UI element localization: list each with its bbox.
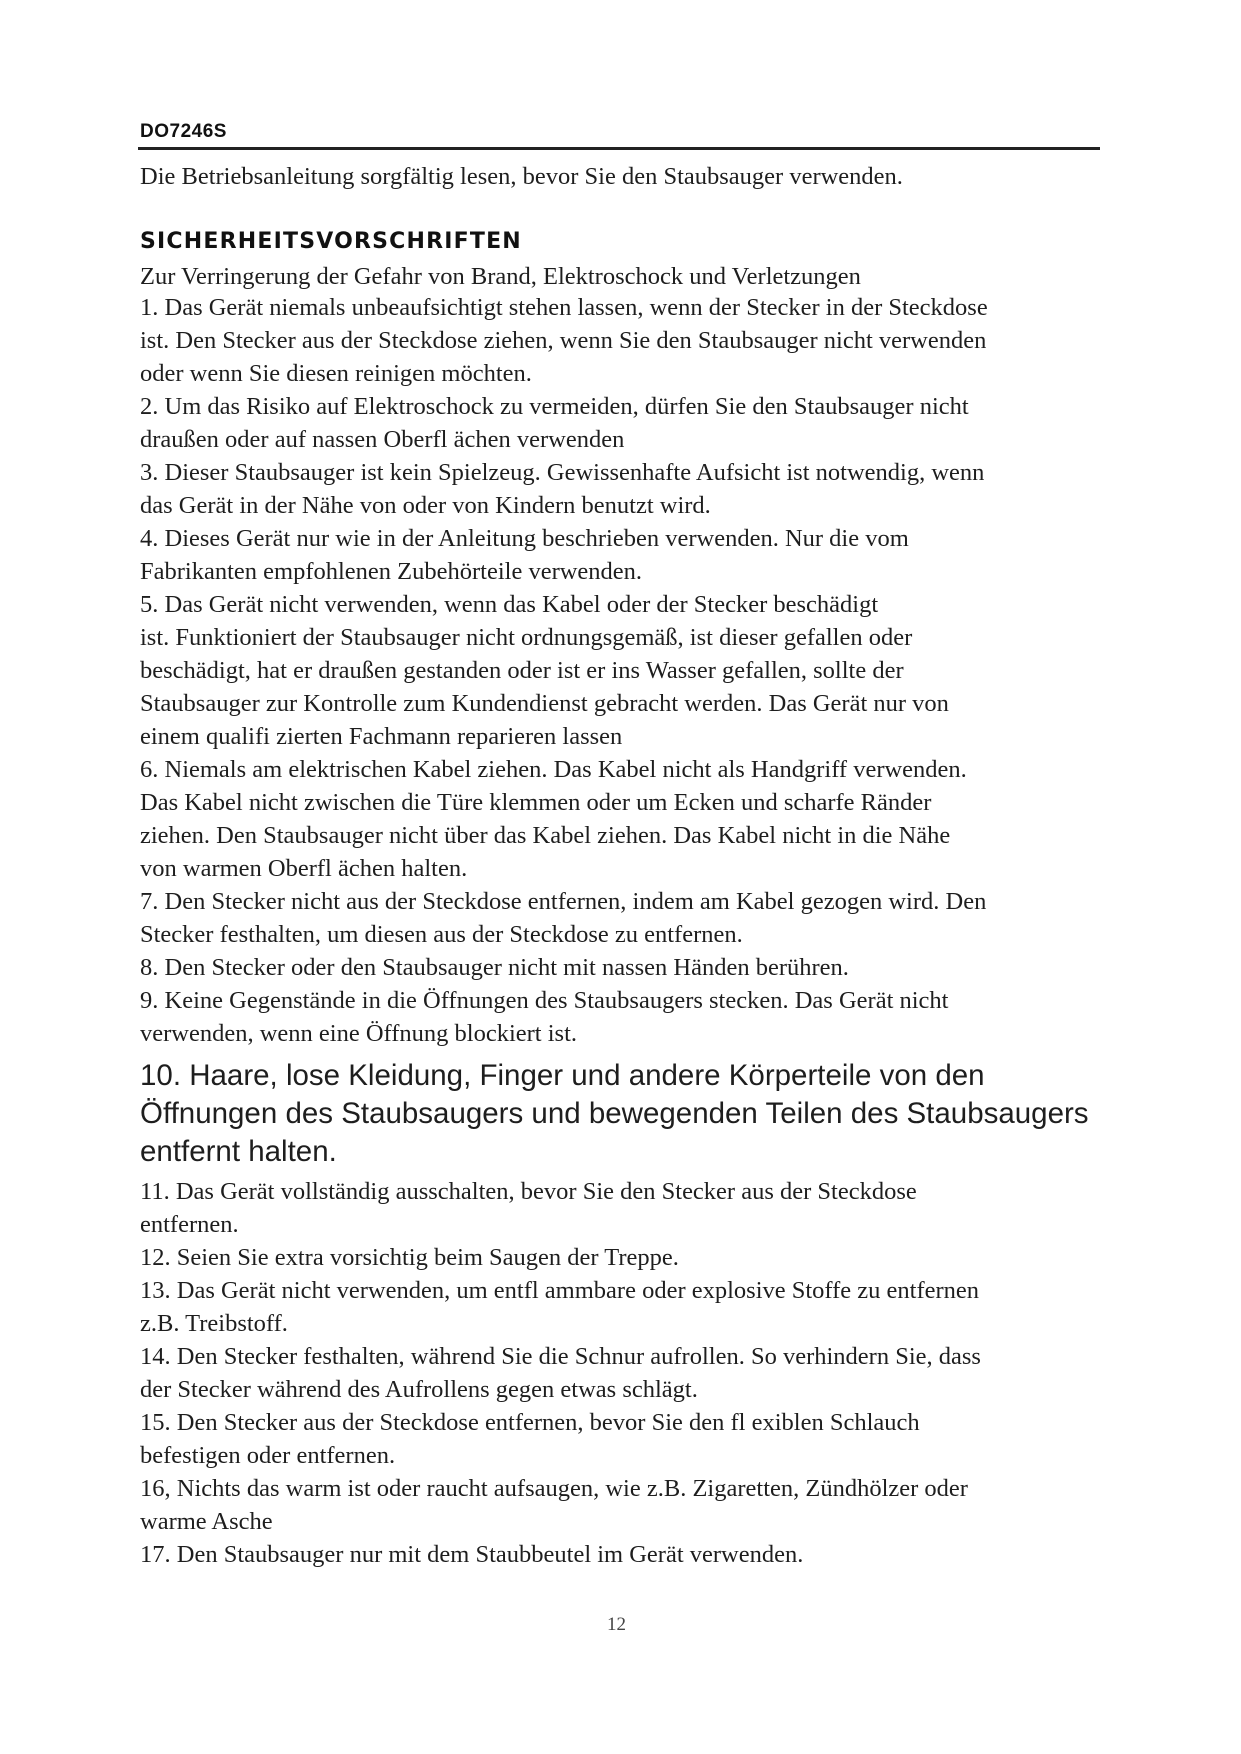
rule-line: von warmen Oberfl ächen halten. bbox=[140, 855, 468, 882]
rule-line: ist. Den Stecker aus der Steckdose ziehen, wenn Sie den Staubsauger nicht verwenden bbox=[140, 327, 987, 354]
rule-line: 3. Dieser Staubsauger ist kein Spielzeug. Gewissenhafte Aufsicht ist notwendig, wenn bbox=[140, 459, 985, 486]
rule-line-large: Öffnungen des Staubsaugers und bewegenden Teilen des Staubsaugers bbox=[140, 1097, 1089, 1130]
rule-line: 13. Das Gerät nicht verwenden, um entfl ammbare oder explosive Stoffe zu entfernen bbox=[140, 1277, 980, 1304]
rule-line: warme Asche bbox=[140, 1508, 273, 1535]
rule-line: entfernen. bbox=[140, 1211, 239, 1238]
rule-line: verwenden, wenn eine Öffnung blockiert ist. bbox=[140, 1020, 578, 1047]
rule-line: 6. Niemals am elektrischen Kabel ziehen. Das Kabel nicht als Handgriff verwenden. bbox=[140, 756, 967, 783]
rule-line: draußen oder auf nassen Oberfl ächen verwenden bbox=[140, 426, 625, 453]
rule-line: 8. Den Stecker oder den Staubsauger nicht mit nassen Händen berühren. bbox=[140, 954, 849, 981]
rule-line: 4. Dieses Gerät nur wie in der Anleitung beschrieben verwenden. Nur die vom bbox=[140, 525, 909, 552]
rule-line: 11. Das Gerät vollständig ausschalten, bevor Sie den Stecker aus der Steckdose bbox=[140, 1178, 917, 1205]
section-lead: Zur Verringerung der Gefahr von Brand, Elektroschock und Verletzungen bbox=[140, 263, 861, 290]
rule-line: der Stecker während des Aufrollens gegen etwas schlägt. bbox=[140, 1376, 698, 1403]
rule-line: 12. Seien Sie extra vorsichtig beim Saugen der Treppe. bbox=[140, 1244, 679, 1271]
rule-line: oder wenn Sie diesen reinigen möchten. bbox=[140, 360, 532, 387]
rule-line: Fabrikanten empfohlenen Zubehörteile verwenden. bbox=[140, 558, 643, 585]
rule-line: beschädigt, hat er draußen gestanden oder ist er ins Wasser gefallen, sollte der bbox=[140, 657, 904, 684]
intro-text: Die Betriebsanleitung sorgfältig lesen, bevor Sie den Staubsauger verwenden. bbox=[140, 163, 903, 190]
rule-line: 16, Nichts das warm ist oder raucht aufsaugen, wie z.B. Zigaretten, Zündhölzer oder bbox=[140, 1475, 968, 1502]
rule-line: 17. Den Staubsauger nur mit dem Staubbeutel im Gerät verwenden. bbox=[140, 1541, 804, 1568]
rule-line-large: entfernt halten. bbox=[140, 1135, 337, 1168]
rule-line: Das Kabel nicht zwischen die Türe klemmen oder um Ecken und scharfe Ränder bbox=[140, 789, 932, 816]
rule-line: 1. Das Gerät niemals unbeaufsichtigt stehen lassen, wenn der Stecker in der Steckdose bbox=[140, 294, 988, 321]
rule-line: Stecker festhalten, um diesen aus der Steckdose zu entfernen. bbox=[140, 921, 743, 948]
rule-line: 2. Um das Risiko auf Elektroschock zu vermeiden, dürfen Sie den Staubsauger nicht bbox=[140, 393, 969, 420]
model-number: DO7246S bbox=[140, 121, 227, 142]
rule-line: 7. Den Stecker nicht aus der Steckdose entfernen, indem am Kabel gezogen wird. Den bbox=[140, 888, 987, 915]
rule-line: z.B. Treibstoff. bbox=[140, 1310, 288, 1337]
rule-line: ist. Funktioniert der Staubsauger nicht ordnungsgemäß, ist dieser gefallen oder bbox=[140, 624, 913, 651]
header-rule bbox=[138, 147, 1100, 150]
rule-line: einem qualifi zierten Fachmann reparieren lassen bbox=[140, 723, 623, 750]
rule-line: 5. Das Gerät nicht verwenden, wenn das Kabel oder der Stecker beschädigt bbox=[140, 591, 879, 618]
rule-line: 9. Keine Gegenstände in die Öffnungen des Staubsaugers stecken. Das Gerät nicht bbox=[140, 987, 949, 1014]
rule-line: Staubsauger zur Kontrolle zum Kundendienst gebracht werden. Das Gerät nur von bbox=[140, 690, 949, 717]
section-heading: SICHERHEITSVORSCHRIFTEN bbox=[140, 229, 522, 254]
rule-line: 15. Den Stecker aus der Steckdose entfernen, bevor Sie den fl exiblen Schlauch bbox=[140, 1409, 920, 1436]
rule-line-large: 10. Haare, lose Kleidung, Finger und andere Körperteile von den bbox=[140, 1059, 985, 1092]
rule-line: ziehen. Den Staubsauger nicht über das Kabel ziehen. Das Kabel nicht in die Nähe bbox=[140, 822, 951, 849]
rule-line: das Gerät in der Nähe von oder von Kindern benutzt wird. bbox=[140, 492, 711, 519]
rule-line: 14. Den Stecker festhalten, während Sie die Schnur aufrollen. So verhindern Sie, dass bbox=[140, 1343, 981, 1370]
page-number: 12 bbox=[607, 1614, 626, 1635]
rule-line: befestigen oder entfernen. bbox=[140, 1442, 396, 1469]
